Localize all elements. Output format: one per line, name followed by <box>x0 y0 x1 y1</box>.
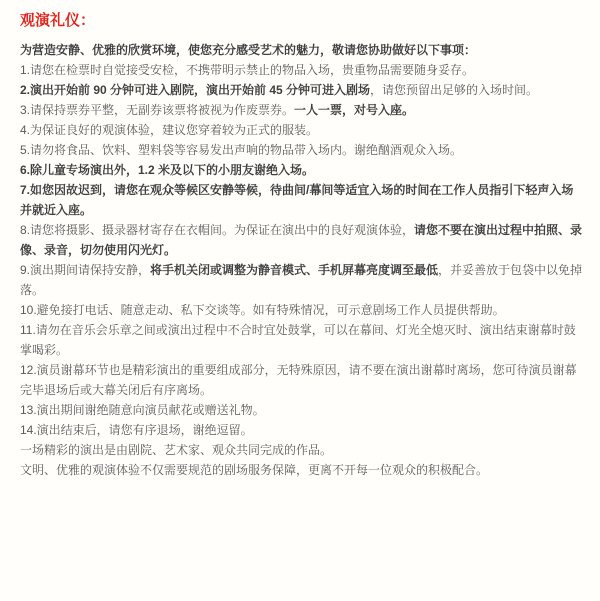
text-segment: 一场精彩的演出是由剧院、艺术家、观众共同完成的作品。 <box>20 443 333 457</box>
bold-text-segment: 请您不要在演出过程中拍照、录像、录音，切勿使用闪光灯。 <box>20 223 583 257</box>
paragraph-item-3 <box>20 100 584 120</box>
bold-text-segment: 一人一票，对号入座。 <box>294 103 415 117</box>
text-segment: 8.请您将摄影、摄录器材寄存在衣帽间。为保证在演出中的良好观演体验， <box>20 223 415 237</box>
text-segment: ，请您预留出足够的入场时间。 <box>370 83 539 97</box>
text-segment: 5.请勿将食品、饮料、塑料袋等容易发出声响的物品带入场内。谢绝酗酒观众入场。 <box>20 143 463 157</box>
paragraph-item-8 <box>20 220 584 260</box>
bold-text-segment: 6.除儿童专场演出外，1.2 米及以下的小朋友谢绝入场。 <box>20 163 315 177</box>
paragraph-item-9 <box>20 260 584 300</box>
paragraph-item-7 <box>20 180 584 220</box>
text-segment: 14.演出结束后，请您有序退场，谢绝逗留。 <box>20 423 253 437</box>
paragraph-item-11 <box>20 320 584 360</box>
paragraph-intro <box>20 40 584 60</box>
text-segment: 4.为保证良好的观演体验，建议您穿着较为正式的服装。 <box>20 123 319 137</box>
text-segment: 11.请勿在音乐会乐章之间或演出过程中不合时宜处鼓掌，可以在幕间、灯光全熄灭时、演出结束谢幕时鼓掌喝彩。 <box>20 323 576 357</box>
text-segment: 9.演出期间请保持安静， <box>20 263 151 277</box>
paragraph-item-10 <box>20 300 584 320</box>
text-segment: 13.演出期间谢绝随意向演员献花或赠送礼物。 <box>20 403 265 417</box>
bold-text-segment: 2.演出开始前 90 分钟可进入剧院，演出开始前 45 分钟可进入剧场 <box>20 83 371 97</box>
text-segment: ，并妥善放于包袋中以免掉落。 <box>20 263 583 297</box>
paragraph-item-1 <box>20 60 584 80</box>
etiquette-body <box>20 40 584 480</box>
paragraph-item-14 <box>20 420 584 440</box>
paragraph-item-6 <box>20 160 584 180</box>
text-segment: 文明、优雅的观演体验不仅需要规范的剧场服务保障，更离不开每一位观众的积极配合。 <box>20 463 489 477</box>
paragraph-item-13 <box>20 400 584 420</box>
text-segment: 1.请您在检票时自觉接受安检，不携带明示禁止的物品入场，贵重物品需要随身妥存。 <box>20 63 475 77</box>
paragraph-closing-2 <box>20 460 584 480</box>
paragraph-closing-1 <box>20 440 584 460</box>
paragraph-item-2 <box>20 80 584 100</box>
text-segment: 3.请保持票券平整，无副券该票将被视为作废票券。 <box>20 103 295 117</box>
bold-text-segment: 将手机关闭或调整为静音模式、手机屏幕亮度调至最低 <box>150 263 439 277</box>
paragraph-item-4 <box>20 120 584 140</box>
page-title: 观演礼仪： <box>20 12 96 29</box>
text-segment: 10.避免接打电话、随意走动、私下交谈等。如有特殊情况，可示意剧场工作人员提供帮助。 <box>20 303 505 317</box>
bold-text-segment: 7.如您因故迟到，请您在观众等候区安静等候，待曲间/幕间等适宜入场的时间在工作人员指引下轻声入场并就近入座。 <box>20 183 574 217</box>
paragraph-item-12 <box>20 360 584 400</box>
bold-text-segment: 为营造安静、优雅的欣赏环境，使您充分感受艺术的魅力，敬请您协助做好以下事项： <box>20 43 477 57</box>
text-segment: 12.演员谢幕环节也是精彩演出的重要组成部分，无特殊原因，请不要在演出谢幕时离场，您可待演员谢幕完毕退场后或大幕关闭后有序离场。 <box>20 363 577 397</box>
paragraph-item-5 <box>20 140 584 160</box>
